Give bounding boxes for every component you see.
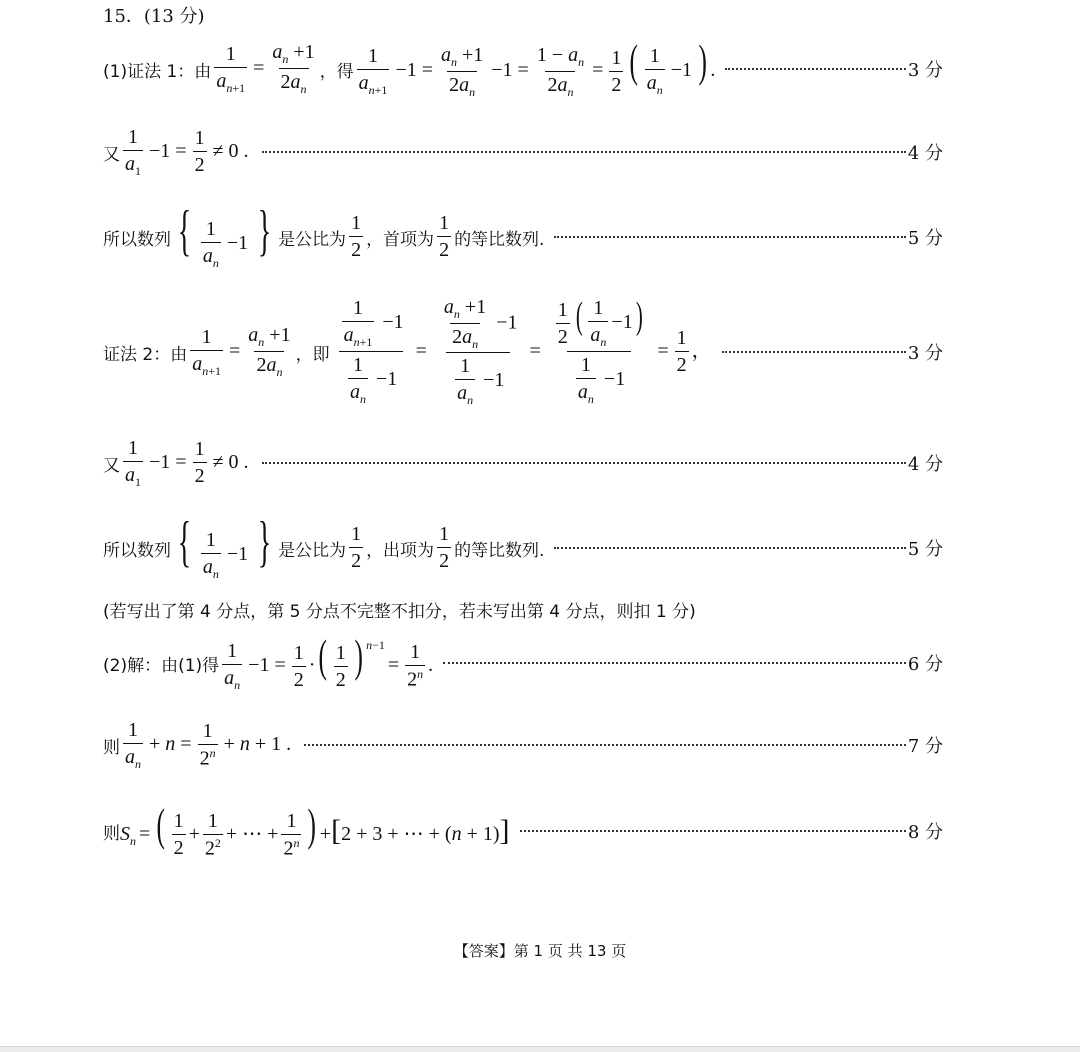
formula: $\frac{1}{a_{n+1}}$ −1 = $\frac{a_n +1}{2a_n}$ −1 = $\frac{1 - a_n}{2a_n}$ = $\frac{1}{2}$ ( $\frac{1}{a_n}$ −1 ) . bbox=[358, 35, 716, 99]
dot-leader bbox=[554, 547, 905, 549]
formula: { $\frac{1}{a_n}$ −1 } bbox=[177, 200, 272, 271]
grading-note: (若写出了第 4 分点，第 5 分点不完整不扣分，若未写出第 4 分点，则扣 1 分) bbox=[103, 602, 696, 622]
formula: $\frac{1}{a_1}$ −1 = $\frac{1}{2}$ ≠ 0 . bbox=[125, 125, 249, 178]
line-lead: 又 bbox=[103, 455, 120, 476]
line-lead: 所以数列 bbox=[103, 540, 171, 561]
line-text: 是公比为 bbox=[278, 229, 347, 250]
formula: $\frac{1}{a_1}$ −1 = $\frac{1}{2}$ ≠ 0 . bbox=[125, 436, 249, 489]
score: 3 分 bbox=[907, 60, 943, 81]
formula: $\frac{1}{a_n}$ + n = $\frac{1}{2^n}$ + n + 1 . bbox=[125, 718, 292, 771]
dot-leader bbox=[520, 830, 906, 832]
score: 7 分 bbox=[907, 736, 943, 757]
dot-leader bbox=[443, 662, 906, 664]
dot-leader bbox=[722, 351, 906, 353]
part2-step1 bbox=[103, 632, 943, 694]
score: 4 分 bbox=[907, 143, 943, 164]
dot-leader bbox=[262, 462, 906, 464]
proof1-conclusion: 所以数列 { $\frac{1}{a_n}$ −1 } 是公比为 $\frac{1}{2}$ ，首项为 $\frac{1}{2}$ 的等比数列. 5 分 bbox=[103, 200, 943, 271]
page-edge bbox=[0, 1046, 1080, 1052]
dot-leader bbox=[262, 151, 906, 153]
proof2-step1 bbox=[103, 290, 943, 414]
dot-leader bbox=[554, 236, 905, 238]
proof2-step2 bbox=[103, 435, 943, 491]
line-lead: (1)证法 1：由 bbox=[103, 61, 212, 82]
line-text: 的等比数列. bbox=[454, 540, 545, 561]
proof1-step1 bbox=[103, 36, 943, 102]
line-text: ，首项为 bbox=[366, 229, 435, 250]
formula: $\frac{1}{a_n}$ −1 = $\frac{1}{2}$ ·( $\frac{1}{2}$ ) $^{n-1}$= $\frac{1}{2^n}$ . bbox=[224, 630, 434, 693]
dot-leader bbox=[725, 68, 905, 70]
line-text: 的等比数列. bbox=[454, 229, 545, 250]
line-mid: ，得 bbox=[319, 61, 354, 82]
proof1-step2 bbox=[103, 124, 943, 180]
line-text: 是公比为 bbox=[278, 540, 347, 561]
formula: $\frac{1}{a_{n+1}}$ = $\frac{a_n +1}{2a_n}$ bbox=[216, 41, 315, 96]
score: 5 分 bbox=[907, 539, 943, 560]
formula: $\frac{1}{a_{n+1}}$ −1 $\frac{1}{a_n}$ −1 = $\frac{a_n +1}{2a_n}$ −1 $\frac{1}{a_n}$ −1 = $\frac{1}{2}$ ( $\frac{1}{a_n}$ −1) $\frac{1}{a_n}$ −1 = $\frac{1}{2}$ ， bbox=[330, 296, 712, 408]
line-lead: 则 bbox=[103, 823, 120, 844]
proof2-conclusion: 所以数列 { $\frac{1}{a_n}$ −1 } 是公比为 $\frac{1}{2}$ ，出项为 $\frac{1}{2}$ 的等比数列. 5 分 bbox=[103, 511, 943, 582]
formula: $S_n$ = ( $\frac{1}{2}$ + $\frac{1}{2^2}$ + ⋯ + $\frac{1}{2^n}$ ) +[2 + 3 + ⋯ + (n + 1)] bbox=[120, 798, 510, 860]
formula: { $\frac{1}{a_n}$ −1 } bbox=[177, 511, 272, 582]
line-lead: 证法 2：由 bbox=[103, 344, 188, 365]
score: 8 分 bbox=[907, 822, 943, 843]
line-text: ，出项为 bbox=[366, 540, 435, 561]
line-lead: 则 bbox=[103, 737, 120, 758]
dot-leader bbox=[304, 744, 906, 746]
score: 4 分 bbox=[907, 454, 943, 475]
score: 5 分 bbox=[907, 228, 943, 249]
line-lead: 所以数列 bbox=[103, 229, 171, 250]
line-lead: 又 bbox=[103, 144, 120, 165]
question-title: 15．(13 分) bbox=[103, 6, 205, 27]
line-lead: (2)解：由(1)得 bbox=[103, 655, 220, 676]
line-mid: ，即 bbox=[295, 344, 330, 365]
score: 6 分 bbox=[907, 654, 943, 675]
part2-step2 bbox=[103, 716, 943, 774]
formula: $\frac{1}{a_{n+1}}$ = $\frac{a_n +1}{2a_n}$ bbox=[192, 324, 291, 379]
page-footer: 【答案】第 1 页 共 13 页 bbox=[453, 942, 627, 960]
score: 3 分 bbox=[907, 343, 943, 364]
part2-step3 bbox=[103, 800, 943, 862]
